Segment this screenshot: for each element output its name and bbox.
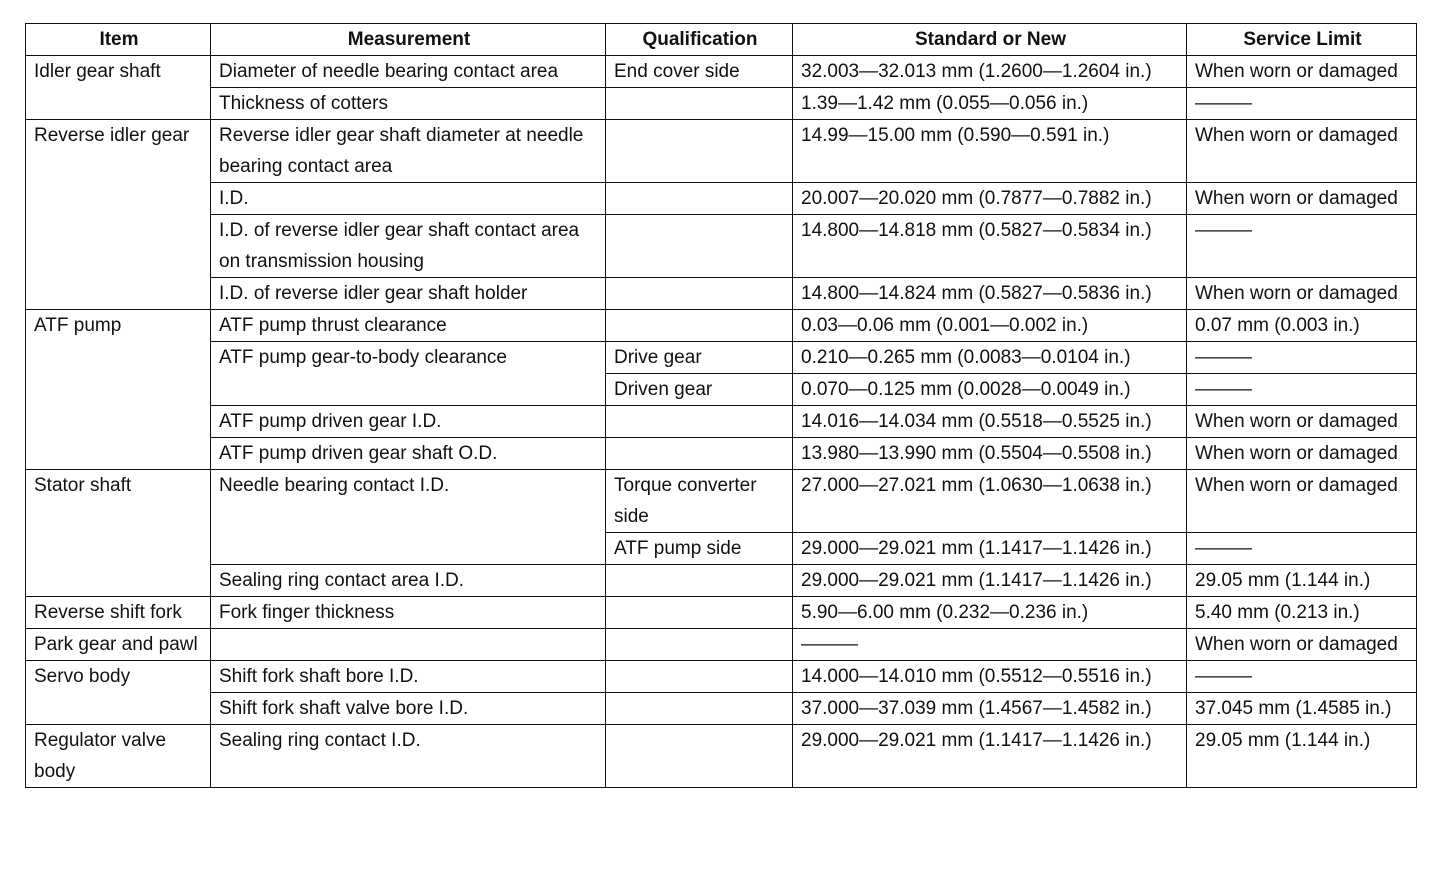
qualification-cell (606, 693, 793, 725)
standard-cell: 29.000—29.021 mm (1.1417—1.1426 in.) (793, 565, 1187, 597)
qualification-cell (606, 597, 793, 629)
item-cell: Servo body (26, 661, 211, 725)
limit-cell: ——— (1187, 661, 1417, 693)
table-row (26, 406, 1417, 438)
item-cell: Regulator valve body (26, 725, 211, 788)
table-row (26, 438, 1417, 470)
qualification-cell (606, 120, 793, 183)
table-row (26, 56, 1417, 88)
qualification-cell: End cover side (606, 56, 793, 88)
measurement-cell: Fork finger thickness (211, 597, 606, 629)
standard-cell: 13.980—13.990 mm (0.5504—0.5508 in.) (793, 438, 1187, 470)
table-row (26, 215, 1417, 278)
header-measurement: Measurement (211, 24, 606, 56)
qualification-cell (606, 661, 793, 693)
measurement-cell: Sealing ring contact I.D. (211, 725, 606, 788)
measurement-cell: Thickness of cotters (211, 88, 606, 120)
table-row (26, 310, 1417, 342)
standard-cell: 1.39—1.42 mm (0.055—0.056 in.) (793, 88, 1187, 120)
measurement-cell: Shift fork shaft bore I.D. (211, 661, 606, 693)
limit-cell: When worn or damaged (1187, 183, 1417, 215)
measurement-cell: I.D. (211, 183, 606, 215)
header-service-limit: Service Limit (1187, 24, 1417, 56)
standard-cell: 14.99—15.00 mm (0.590—0.591 in.) (793, 120, 1187, 183)
table-row (26, 693, 1417, 725)
qualification-cell (606, 183, 793, 215)
qualification-cell (606, 565, 793, 597)
table-row (26, 597, 1417, 629)
measurement-cell: Needle bearing contact I.D. (211, 470, 606, 565)
measurement-cell: ATF pump gear-to-body clearance (211, 342, 606, 406)
limit-cell: 29.05 mm (1.144 in.) (1187, 725, 1417, 788)
table-row (26, 88, 1417, 120)
standard-cell: 32.003—32.013 mm (1.2600—1.2604 in.) (793, 56, 1187, 88)
measurement-cell: I.D. of reverse idler gear shaft holder (211, 278, 606, 310)
limit-cell: ——— (1187, 215, 1417, 278)
limit-cell: ——— (1187, 88, 1417, 120)
qualification-cell: ATF pump side (606, 533, 793, 565)
measurement-cell: ATF pump thrust clearance (211, 310, 606, 342)
limit-cell: When worn or damaged (1187, 56, 1417, 88)
table-row (26, 470, 1417, 533)
standard-cell: 20.007—20.020 mm (0.7877—0.7882 in.) (793, 183, 1187, 215)
item-cell: Stator shaft (26, 470, 211, 597)
measurement-cell: ATF pump driven gear I.D. (211, 406, 606, 438)
limit-cell: 5.40 mm (0.213 in.) (1187, 597, 1417, 629)
header-qualification: Qualification (606, 24, 793, 56)
header-row (26, 24, 1417, 56)
table-row (26, 661, 1417, 693)
header-standard: Standard or New (793, 24, 1187, 56)
measurement-cell: Diameter of needle bearing contact area (211, 56, 606, 88)
item-cell: ATF pump (26, 310, 211, 470)
standard-cell: 37.000—37.039 mm (1.4567—1.4582 in.) (793, 693, 1187, 725)
measurement-cell: Sealing ring contact area I.D. (211, 565, 606, 597)
limit-cell: 37.045 mm (1.4585 in.) (1187, 693, 1417, 725)
item-cell: Idler gear shaft (26, 56, 211, 120)
measurement-cell: I.D. of reverse idler gear shaft contact area on transmission housing (211, 215, 606, 278)
qualification-cell (606, 215, 793, 278)
standard-cell: 0.03—0.06 mm (0.001—0.002 in.) (793, 310, 1187, 342)
limit-cell: ——— (1187, 342, 1417, 374)
standard-cell: ——— (793, 629, 1187, 661)
limit-cell: When worn or damaged (1187, 470, 1417, 533)
qualification-cell (606, 438, 793, 470)
specifications-table (25, 23, 1417, 788)
table-row (26, 342, 1417, 374)
table-row (26, 565, 1417, 597)
standard-cell: 0.070—0.125 mm (0.0028—0.0049 in.) (793, 374, 1187, 406)
item-cell: Reverse shift fork (26, 597, 211, 629)
limit-cell: When worn or damaged (1187, 406, 1417, 438)
standard-cell: 27.000—27.021 mm (1.0630—1.0638 in.) (793, 470, 1187, 533)
limit-cell: ——— (1187, 533, 1417, 565)
table-row (26, 120, 1417, 183)
qualification-cell (606, 725, 793, 788)
measurement-cell (211, 629, 606, 661)
limit-cell: 29.05 mm (1.144 in.) (1187, 565, 1417, 597)
qualification-cell: Torque converter side (606, 470, 793, 533)
item-cell: Reverse idler gear (26, 120, 211, 310)
qualification-cell (606, 88, 793, 120)
standard-cell: 14.000—14.010 mm (0.5512—0.5516 in.) (793, 661, 1187, 693)
header-item: Item (26, 24, 211, 56)
standard-cell: 29.000—29.021 mm (1.1417—1.1426 in.) (793, 725, 1187, 788)
qualification-cell (606, 629, 793, 661)
item-cell: Park gear and pawl (26, 629, 211, 661)
measurement-cell: ATF pump driven gear shaft O.D. (211, 438, 606, 470)
limit-cell: When worn or damaged (1187, 438, 1417, 470)
table-row (26, 629, 1417, 661)
measurement-cell: Shift fork shaft valve bore I.D. (211, 693, 606, 725)
qualification-cell (606, 310, 793, 342)
table-row (26, 725, 1417, 788)
table-row (26, 278, 1417, 310)
qualification-cell: Drive gear (606, 342, 793, 374)
qualification-cell: Driven gear (606, 374, 793, 406)
qualification-cell (606, 406, 793, 438)
standard-cell: 14.800—14.824 mm (0.5827—0.5836 in.) (793, 278, 1187, 310)
standard-cell: 0.210—0.265 mm (0.0083—0.0104 in.) (793, 342, 1187, 374)
standard-cell: 14.800—14.818 mm (0.5827—0.5834 in.) (793, 215, 1187, 278)
standard-cell: 29.000—29.021 mm (1.1417—1.1426 in.) (793, 533, 1187, 565)
table-row (26, 183, 1417, 215)
limit-cell: When worn or damaged (1187, 278, 1417, 310)
standard-cell: 14.016—14.034 mm (0.5518—0.5525 in.) (793, 406, 1187, 438)
qualification-cell (606, 278, 793, 310)
limit-cell: When worn or damaged (1187, 629, 1417, 661)
measurement-cell: Reverse idler gear shaft diameter at needle bearing contact area (211, 120, 606, 183)
limit-cell: 0.07 mm (0.003 in.) (1187, 310, 1417, 342)
standard-cell: 5.90—6.00 mm (0.232—0.236 in.) (793, 597, 1187, 629)
limit-cell: When worn or damaged (1187, 120, 1417, 183)
limit-cell: ——— (1187, 374, 1417, 406)
